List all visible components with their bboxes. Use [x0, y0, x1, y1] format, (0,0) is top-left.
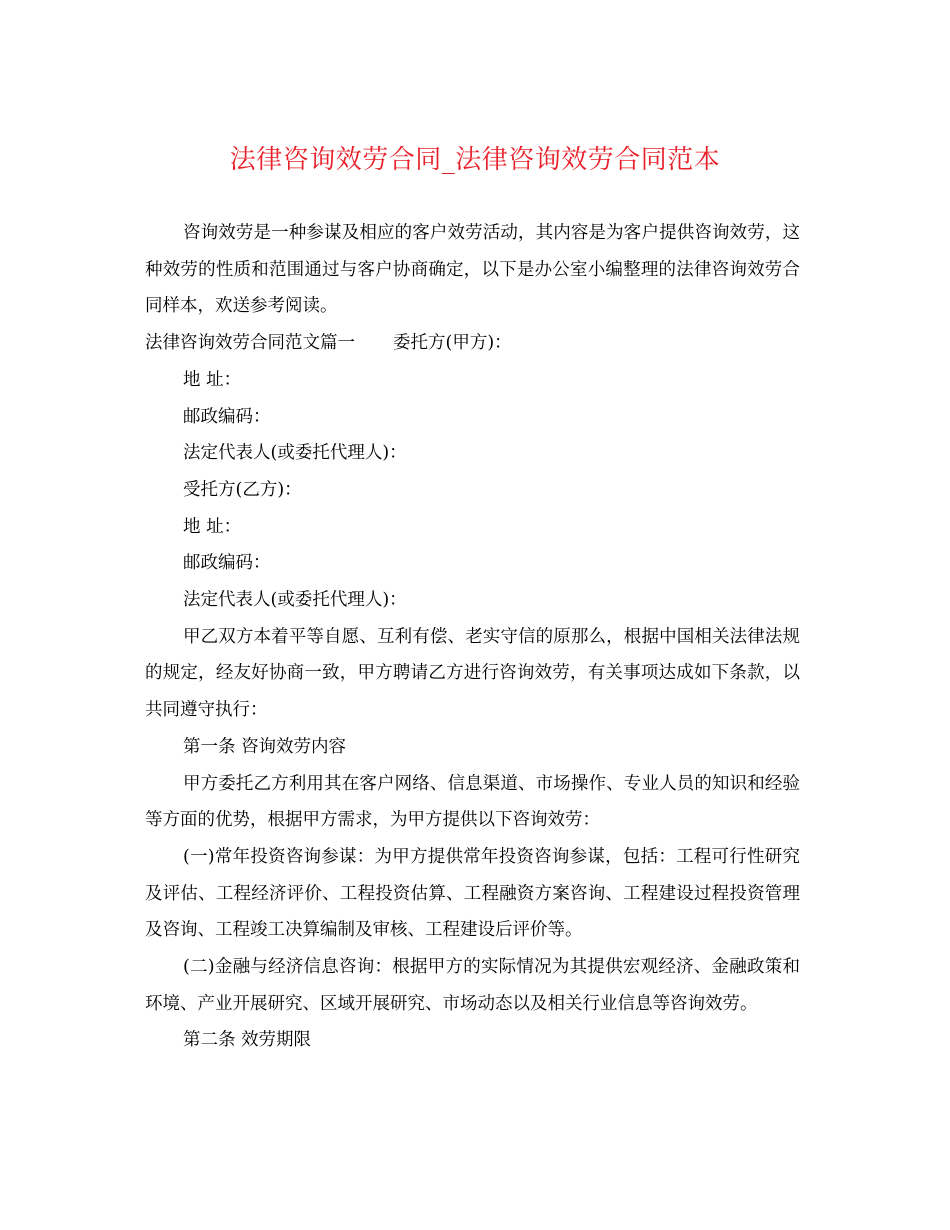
party-a-representative: 法定代表人(或委托代理人)：	[183, 443, 407, 464]
document-body	[145, 215, 800, 1059]
article-2-title: 第二条 效劳期限	[183, 1030, 312, 1051]
sample-heading: 法律咨询效劳合同范文篇一	[145, 333, 355, 354]
party-b-address: 地 址：	[183, 516, 242, 537]
article-1-paragraph: 甲方委托乙方利用其在客户网络、信息渠道、市场操作、专业人员的知识和经验等方面的优势，根据甲方需求，为甲方提供以下咨询效劳：	[145, 773, 800, 831]
party-b-representative: 法定代表人(或委托代理人)：	[183, 590, 407, 611]
intro-paragraph: 咨询效劳是一种参谋及相应的客户效劳活动，其内容是为客户提供咨询效劳，这种效劳的性质和范围通过与客户协商确定，以下是办公室小编整理的法律咨询效劳合同样本，欢送参考阅读。	[145, 223, 800, 317]
document-title: 法律咨询效劳合同_法律咨询效劳合同范本	[229, 145, 721, 175]
article-1-title: 第一条 咨询效劳内容	[183, 736, 347, 757]
party-b-label: 受托方(乙方)：	[183, 479, 302, 500]
party-a-address: 地 址：	[183, 369, 242, 390]
preamble-paragraph: 甲乙双方本着平等自愿、互利有偿、老实守信的原那么，根据中国相关法律法规的规定，经友好协商一致，甲方聘请乙方进行咨询效劳，有关事项达成如下条款，以共同遵守执行：	[145, 626, 800, 721]
sample-heading-line	[145, 325, 800, 362]
article-1-item-1: (一)常年投资咨询参谋：为甲方提供常年投资咨询参谋，包括：工程可行性研究及评估、工程经济评价、工程投资估算、工程融资方案咨询、工程建设过程投资管理及咨询、工程竣工决算编制及审核、工程建设后评价等。	[145, 846, 800, 941]
party-b-postcode: 邮政编码：	[183, 553, 271, 574]
party-a-postcode: 邮政编码：	[183, 406, 271, 427]
party-a-label: 委托方(甲方)：	[393, 333, 512, 354]
article-1-item-2: (二)金融与经济信息咨询：根据甲方的实际情况为其提供宏观经济、金融政策和环境、产业开展研究、区域开展研究、市场动态以及相关行业信息等咨询效劳。	[145, 957, 800, 1014]
